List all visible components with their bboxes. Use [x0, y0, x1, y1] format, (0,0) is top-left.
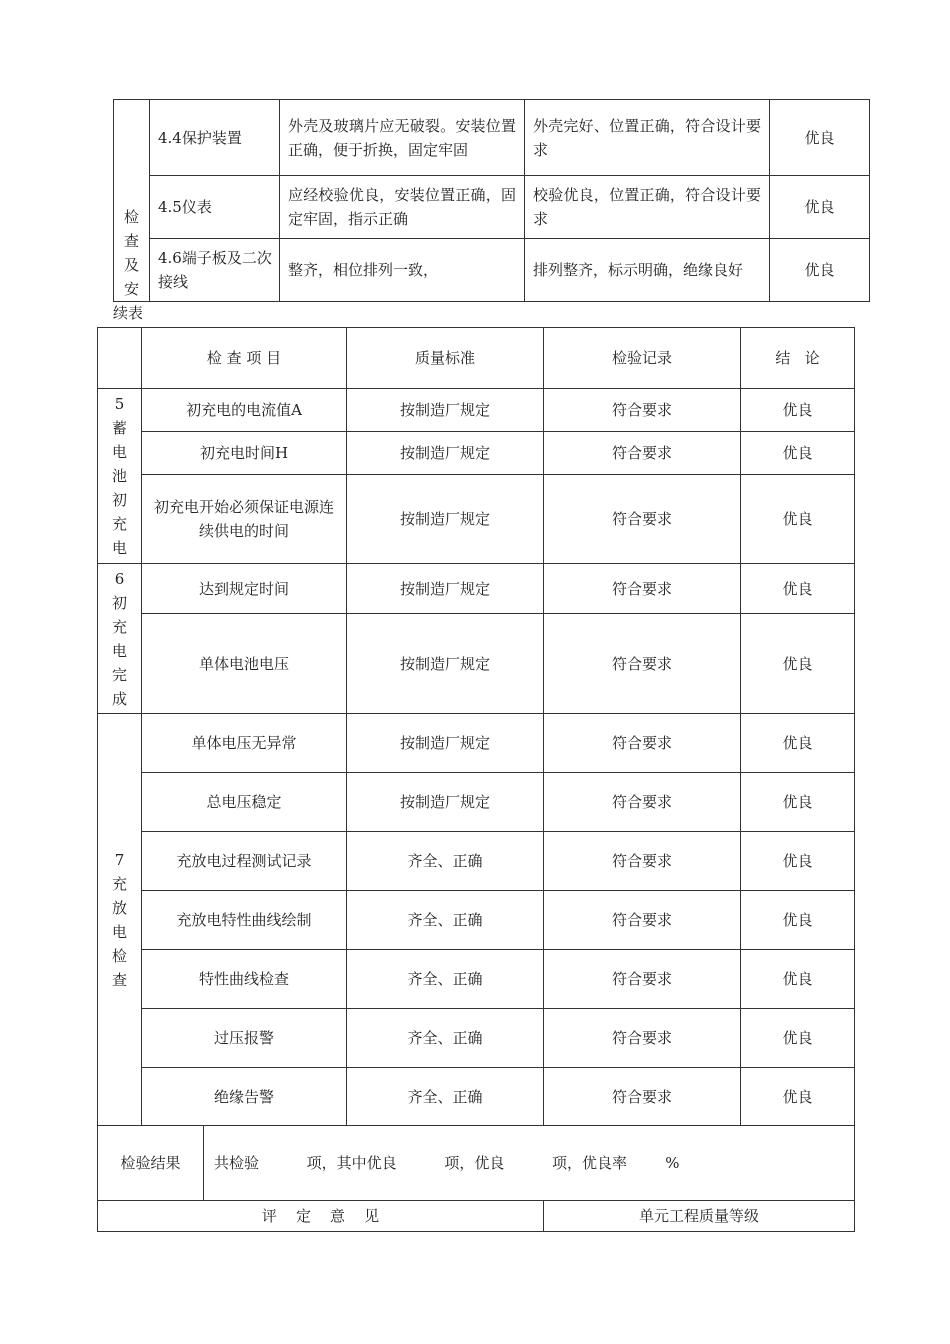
inspection-install-table: [113, 99, 870, 302]
item-cell: 4.6端子板及二次接线: [150, 239, 280, 302]
result-cell: 优良: [741, 389, 855, 432]
standard-cell: 整齐，相位排列一致，: [280, 239, 525, 302]
header-standard: 质量标准: [347, 328, 544, 389]
standard-cell: 按制造厂规定: [347, 714, 544, 773]
item-cell: 初充电开始必须保证电源连续供电的时间: [142, 475, 347, 564]
header-item: 检 查 项 目: [142, 328, 347, 389]
standard-cell: 按制造厂规定: [347, 564, 544, 614]
record-cell: 校验优良，位置正确，符合设计要求: [525, 176, 770, 239]
group-label-5: 5 蓄 电 池 初 充 电: [98, 389, 142, 564]
group-label-6: 6 初 充 电 完 成: [98, 564, 142, 714]
result-cell: 优良: [741, 950, 855, 1009]
standard-cell: 应经校验优良，安装位置正确，固定牢固，指示正确: [280, 176, 525, 239]
standard-cell: 齐全、正确: [347, 1068, 544, 1126]
record-cell: 符合要求: [544, 773, 741, 832]
battery-charge-table: [97, 327, 855, 1232]
record-cell: 符合要求: [544, 1068, 741, 1126]
header-blank: [98, 328, 142, 389]
record-cell: 符合要求: [544, 614, 741, 714]
evaluation-opinion-label: 评 定 意 见: [98, 1201, 544, 1232]
unit-quality-grade-label: 单元工程质量等级: [544, 1201, 855, 1232]
item-cell: 单体电压无异常: [142, 714, 347, 773]
record-cell: 排列整齐，标示明确，绝缘良好: [525, 239, 770, 302]
item-cell: 特性曲线检查: [142, 950, 347, 1009]
result-cell: 优良: [770, 239, 870, 302]
standard-cell: 齐全、正确: [347, 891, 544, 950]
item-cell: 过压报警: [142, 1009, 347, 1068]
result-cell: 优良: [741, 832, 855, 891]
record-cell: 符合要求: [544, 714, 741, 773]
record-cell: 符合要求: [544, 832, 741, 891]
record-cell: 符合要求: [544, 475, 741, 564]
item-cell: 充放电特性曲线绘制: [142, 891, 347, 950]
result-cell: 优良: [741, 475, 855, 564]
record-cell: 外壳完好、位置正确，符合设计要求: [525, 100, 770, 176]
group-label-7: 7 充 放 电 检 查: [98, 714, 142, 1126]
result-cell: 优良: [741, 773, 855, 832]
section-label-inspection-install: 检 查 及 安: [114, 100, 150, 302]
standard-cell: 按制造厂规定: [347, 773, 544, 832]
result-cell: 优良: [741, 891, 855, 950]
item-cell: 单体电池电压: [142, 614, 347, 714]
record-cell: 符合要求: [544, 950, 741, 1009]
header-result: 结 论: [741, 328, 855, 389]
record-cell: 符合要求: [544, 891, 741, 950]
result-cell: 优良: [741, 714, 855, 773]
item-cell: 4.4保护装置: [150, 100, 280, 176]
item-cell: 充放电过程测试记录: [142, 832, 347, 891]
item-cell: 绝缘告警: [142, 1068, 347, 1126]
result-cell: 优良: [741, 1068, 855, 1126]
item-cell: 初充电的电流值A: [142, 389, 347, 432]
standard-cell: 外壳及玻璃片应无破裂。安装位置正确，便于折换，固定牢固: [280, 100, 525, 176]
item-cell: 初充电时间H: [142, 432, 347, 475]
result-cell: 优良: [770, 176, 870, 239]
result-cell: 优良: [741, 564, 855, 614]
record-cell: 符合要求: [544, 432, 741, 475]
continued-label: 续表: [113, 304, 144, 322]
header-record: 检验记录: [544, 328, 741, 389]
inspection-result-text: 共检验 项，其中优良 项，优良 项，优良率 %: [204, 1126, 855, 1201]
standard-cell: 齐全、正确: [347, 950, 544, 1009]
standard-cell: 齐全、正确: [347, 1009, 544, 1068]
standard-cell: 按制造厂规定: [347, 475, 544, 564]
record-cell: 符合要求: [544, 389, 741, 432]
result-cell: 优良: [770, 100, 870, 176]
result-cell: 优良: [741, 614, 855, 714]
result-cell: 优良: [741, 1009, 855, 1068]
standard-cell: 按制造厂规定: [347, 614, 544, 714]
inspection-result-label: 检验结果: [98, 1126, 204, 1201]
item-cell: 总电压稳定: [142, 773, 347, 832]
standard-cell: 齐全、正确: [347, 832, 544, 891]
standard-cell: 按制造厂规定: [347, 432, 544, 475]
result-cell: 优良: [741, 432, 855, 475]
item-cell: 达到规定时间: [142, 564, 347, 614]
standard-cell: 按制造厂规定: [347, 389, 544, 432]
record-cell: 符合要求: [544, 564, 741, 614]
item-cell: 4.5仪表: [150, 176, 280, 239]
record-cell: 符合要求: [544, 1009, 741, 1068]
